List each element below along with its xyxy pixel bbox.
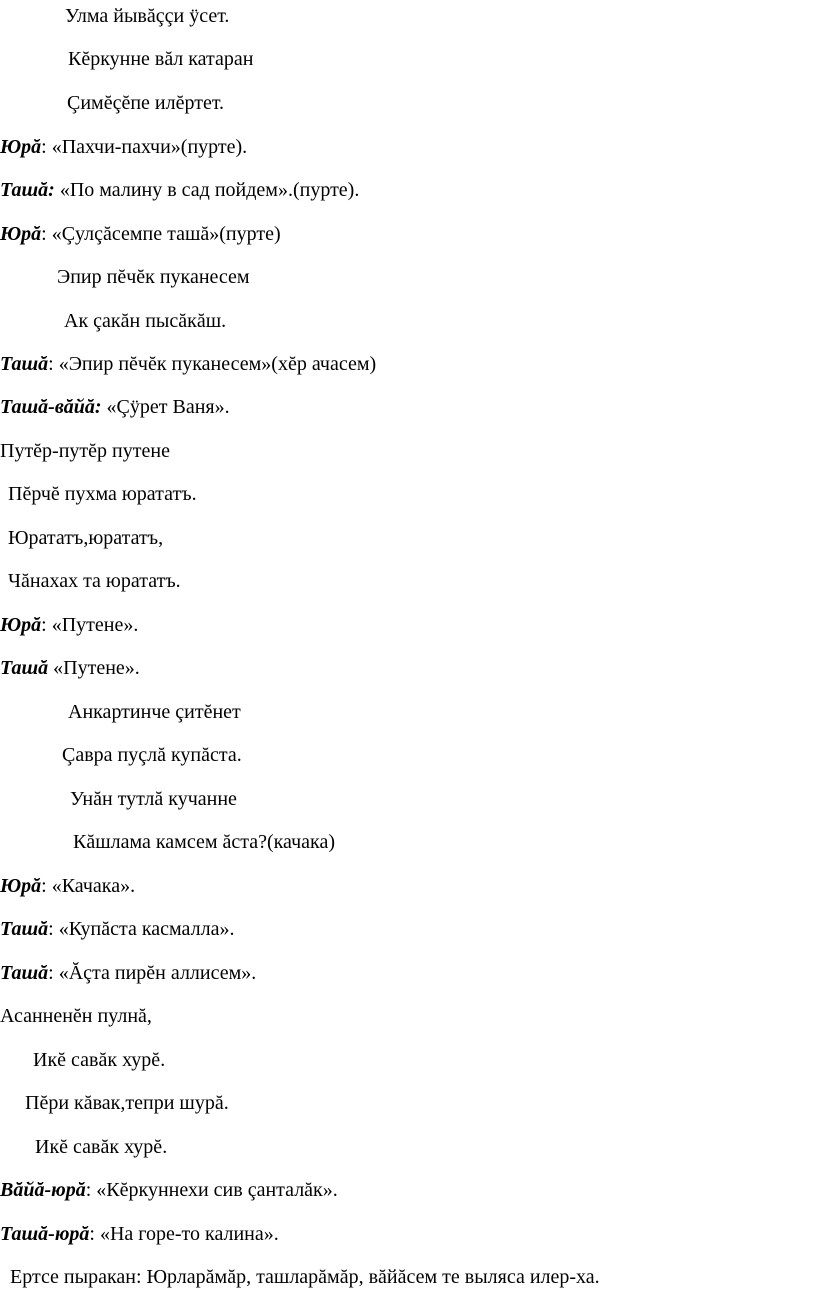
line-text: Икĕ савăк хурĕ. (35, 1136, 168, 1158)
speaker-label: Юрă (0, 875, 42, 897)
text-line (0, 613, 138, 637)
line-text: Ак çакăн пысăкăш. (64, 310, 227, 332)
line-text: «Эпир пĕчĕк пуканесем»(хĕр ачасем) (58, 353, 377, 375)
text-line (35, 1135, 167, 1159)
speaker-separator: : (41, 136, 52, 158)
line-text: Эпир пĕчĕк пуканесем (57, 266, 250, 288)
text-line (8, 569, 181, 593)
speaker-label: Ташă (0, 353, 49, 375)
text-line (0, 874, 135, 898)
speaker-label: Ташă: (0, 179, 55, 201)
text-line (67, 91, 224, 115)
text-line (0, 917, 234, 941)
text-line (0, 352, 376, 376)
line-text: «Качака». (51, 875, 136, 897)
text-line (0, 222, 281, 246)
text-line (8, 526, 163, 550)
text-line (0, 135, 247, 159)
line-text: Çавра пуçлă купăста. (62, 744, 242, 766)
speaker-separator: : (41, 614, 52, 636)
speaker-separator: : (48, 962, 59, 984)
speaker-separator: : (89, 1223, 100, 1245)
text-line (0, 961, 256, 985)
text-line (0, 395, 230, 419)
text-line (0, 1222, 279, 1246)
line-text: Асанненĕн пулнă, (0, 1005, 152, 1027)
text-line (65, 4, 229, 28)
line-text: «Çулçăсемпе ташă»(пурте) (51, 223, 281, 245)
line-text: Икĕ савăк хурĕ. (33, 1049, 166, 1071)
line-text: Унăн тутлă кучанне (70, 788, 237, 810)
text-line (0, 656, 140, 680)
line-text: «Пахчи-пахчи»(пурте). (51, 136, 248, 158)
speaker-label: Ташă-юрă (0, 1223, 90, 1245)
line-text: «По малину в сад пойдем».(пурте). (59, 179, 360, 201)
text-line (68, 47, 253, 71)
line-text: «Ăçта пирĕн аллисем». (58, 962, 257, 984)
speaker-separator: : (48, 918, 59, 940)
speaker-label: Юрă (0, 614, 42, 636)
speaker-separator: : (48, 353, 59, 375)
line-text: Пĕрчĕ пухма юрататъ. (8, 483, 197, 505)
text-line (0, 1178, 338, 1202)
text-line (0, 439, 170, 463)
text-line (8, 482, 197, 506)
line-text: Çимĕçĕпе илĕртет. (67, 92, 225, 114)
text-line (0, 1004, 152, 1028)
text-line (25, 1091, 229, 1115)
line-text: «Кĕркуннехи сив çанталăк». (96, 1179, 338, 1201)
speaker-label: Юрă (0, 136, 42, 158)
speaker-separator: : (41, 875, 52, 897)
speaker-label: Ташă-вăйă: (0, 396, 102, 418)
speaker-label: Ташă (0, 918, 49, 940)
text-line (57, 265, 250, 289)
line-text: Ертсе пыракан: Юрларăмăр, ташларăмăр, вăйăсем те выляса илер-ха. (10, 1266, 600, 1288)
line-text: Юрататъ,юрататъ, (8, 527, 164, 549)
line-text: «Купăста касмалла». (58, 918, 235, 940)
line-text: «Путене». (51, 614, 139, 636)
line-text: «Путене». (53, 657, 140, 679)
line-text: Чăнахах та юрататъ. (8, 570, 181, 592)
line-text: «На горе-то калина». (99, 1223, 279, 1245)
speaker-label: Вăйă-юрă (0, 1179, 86, 1201)
speaker-separator: : (85, 1179, 97, 1201)
speaker-label: Ташă (0, 657, 49, 679)
text-line (62, 743, 242, 767)
speaker-separator: : (41, 223, 52, 245)
text-line (10, 1265, 600, 1289)
line-text: Кăшлама камсем ăста?(качака) (73, 831, 336, 853)
speaker-label: Юрă (0, 223, 42, 245)
text-line (68, 700, 241, 724)
text-line (70, 787, 237, 811)
line-text: Кĕркунне вăл катаран (68, 48, 254, 70)
text-line (33, 1048, 165, 1072)
line-text: Пĕри кăвак,тепри шурă. (25, 1092, 229, 1114)
text-line (73, 830, 335, 854)
line-text: Анкартинче çитĕнет (68, 701, 241, 723)
text-line (64, 309, 226, 333)
text-line (0, 178, 359, 202)
speaker-label: Ташă (0, 962, 49, 984)
line-text: «Çÿрет Ваня». (106, 396, 230, 418)
line-text: Путĕр-путĕр путене (0, 440, 170, 462)
line-text: Улма йывăççи ÿсет. (65, 5, 230, 27)
